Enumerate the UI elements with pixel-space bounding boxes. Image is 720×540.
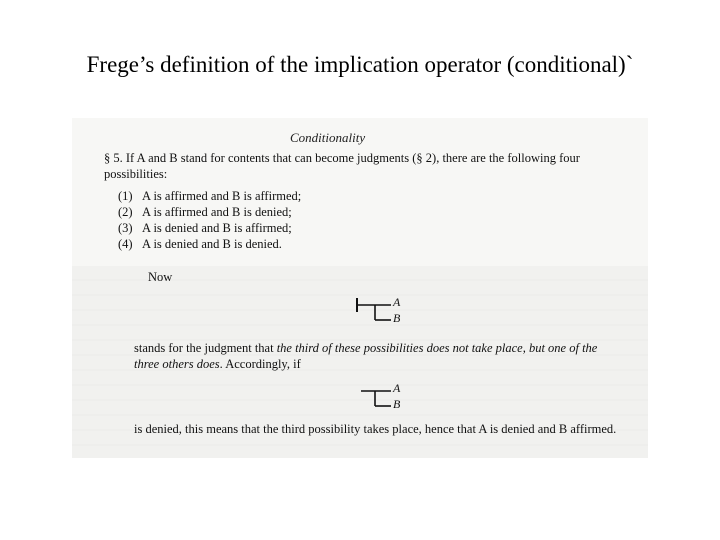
list-item xyxy=(118,204,301,220)
case-text: A is affirmed and B is denied; xyxy=(142,205,292,219)
para2-text-b: . Accordingly, if xyxy=(219,357,301,371)
case-number: (2) xyxy=(118,205,133,219)
para2-italic-text: the third of these possibilities does not take place, but one of the three others does xyxy=(134,341,598,371)
list-item xyxy=(118,188,301,204)
formula-letter-b: B xyxy=(393,397,401,411)
conditional-stroke-icon xyxy=(355,294,415,328)
list-item xyxy=(118,220,301,236)
page-header: Conditionality xyxy=(290,130,366,145)
formula-letter-b: B xyxy=(393,311,401,325)
conditional-content-formula xyxy=(355,380,415,414)
intro-paragraph: § 5. If A and B stand for contents that can become judgments (§ 2), there are the following four possibilities: xyxy=(104,151,580,181)
now-label: Now xyxy=(148,270,173,284)
conditional-stroke-icon xyxy=(355,380,415,414)
list-item xyxy=(118,236,301,252)
case-text: A is denied and B is affirmed; xyxy=(142,221,292,235)
para2-text-a: stands for the judgment that xyxy=(134,341,277,355)
formula-letter-a: A xyxy=(393,295,401,309)
conclusion-paragraph: is denied, this means that the third possibility takes place, hence that A is denied and B affirmed. xyxy=(134,422,617,436)
conditional-judgment-formula xyxy=(355,294,415,328)
case-number: (4) xyxy=(118,237,133,251)
case-text: A is affirmed and B is affirmed; xyxy=(142,189,302,203)
case-number: (3) xyxy=(118,221,133,235)
formula-letter-a: A xyxy=(393,381,401,395)
judgment-paragraph xyxy=(134,340,624,372)
scanned-excerpt xyxy=(72,118,648,458)
possibilities-list xyxy=(118,188,301,252)
case-text: A is denied and B is denied. xyxy=(142,237,282,251)
case-number: (1) xyxy=(118,189,133,203)
slide-title: Frege’s definition of the implication operator (conditional)` xyxy=(86,52,634,77)
